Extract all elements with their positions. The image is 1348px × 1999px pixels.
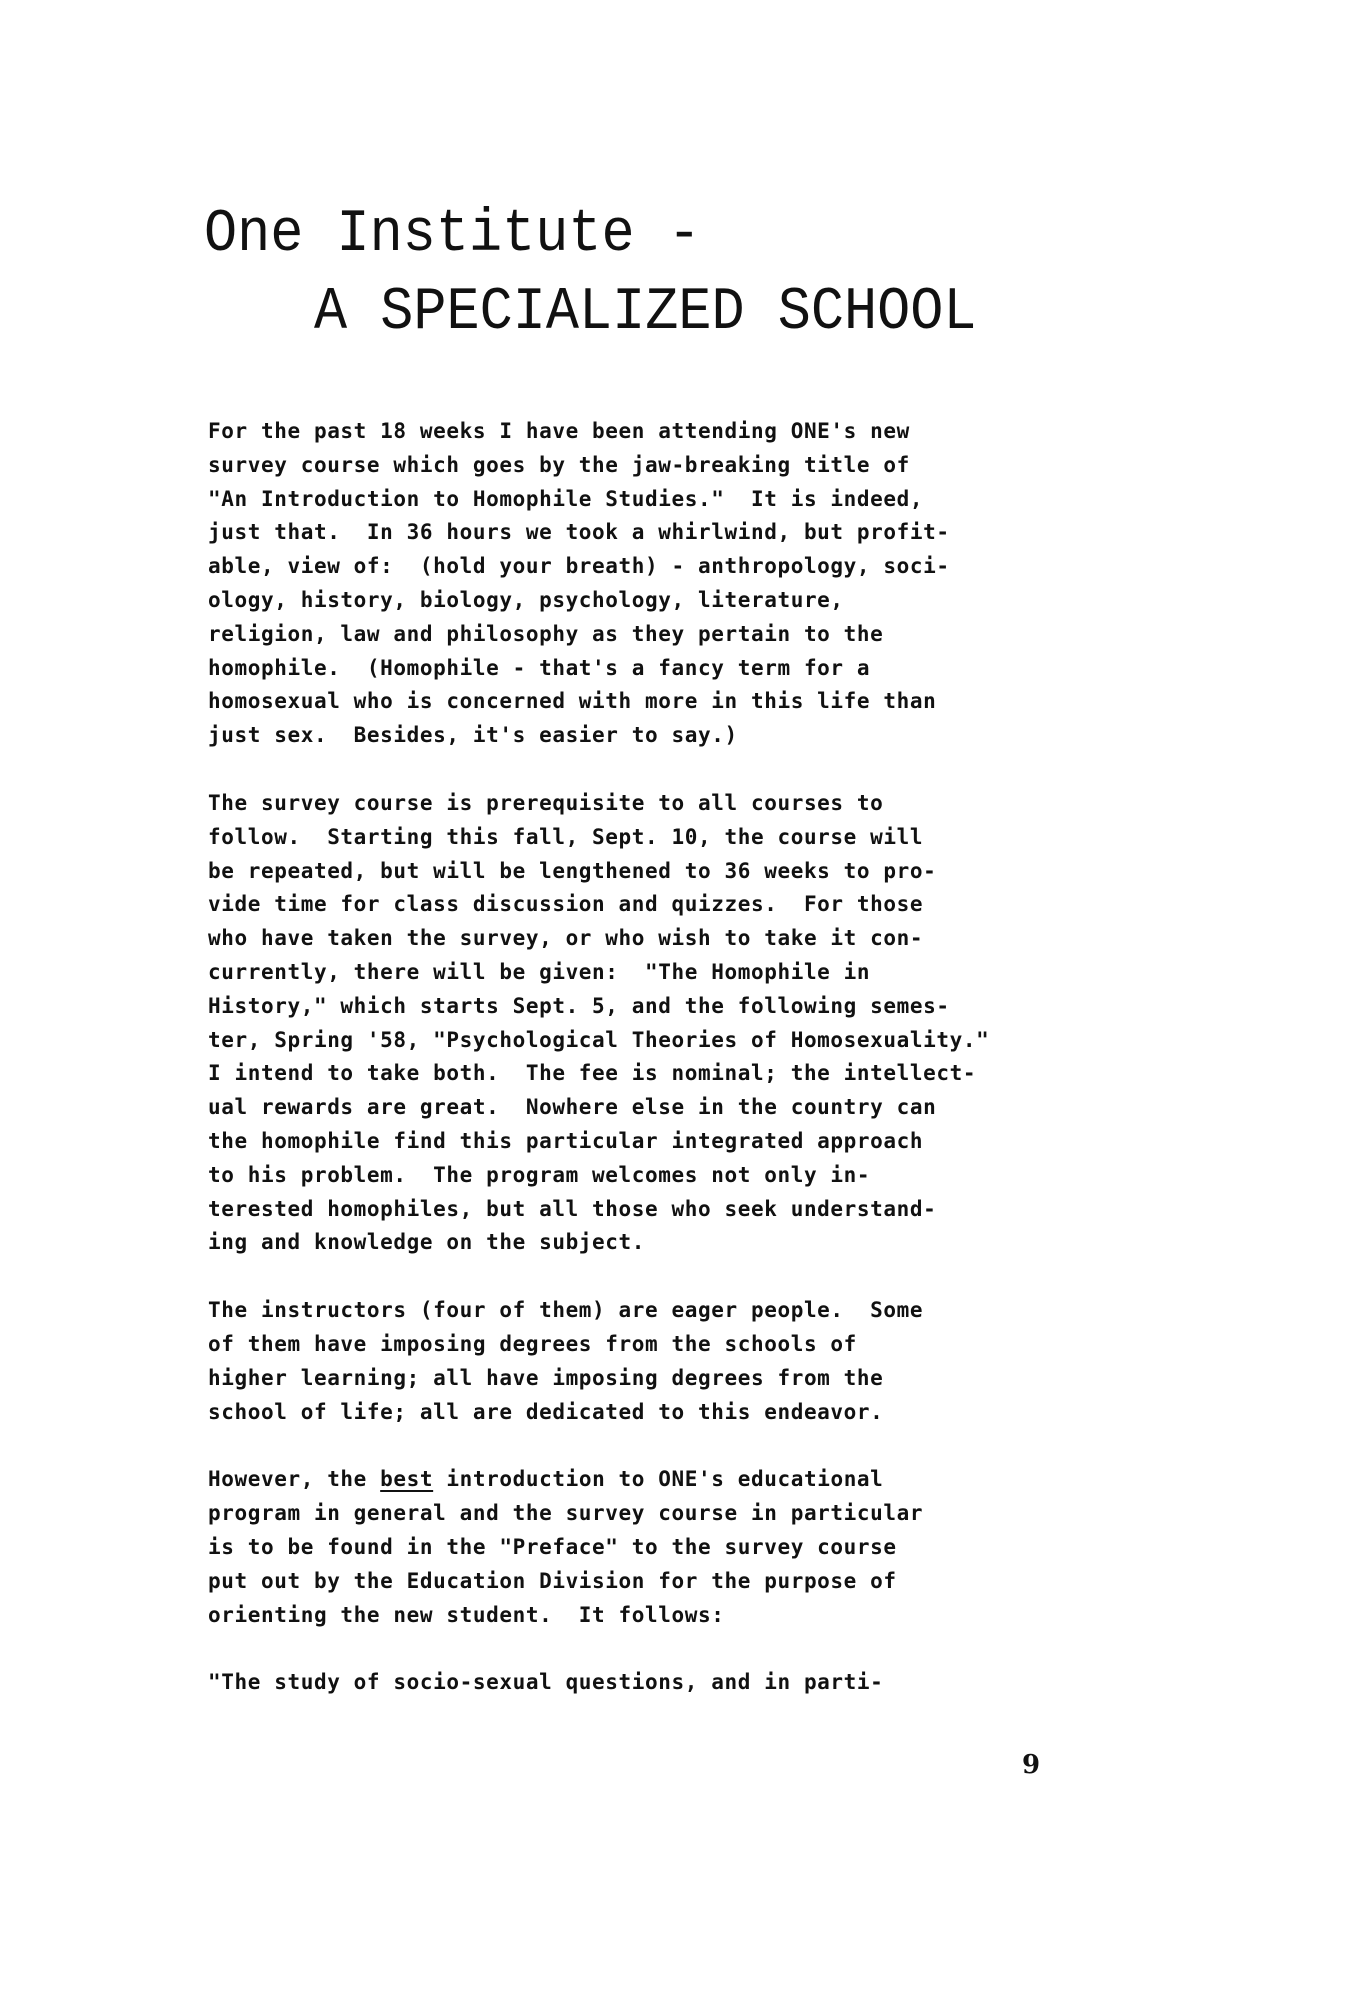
- text-line: [208, 1463, 1148, 1497]
- paragraph-5: [208, 1666, 1148, 1700]
- text-line: just that. In 36 hours we took a whirlwind, but profit-: [208, 520, 950, 545]
- title-line-1: One Institute -: [204, 201, 701, 269]
- text-segment: introduction to ONE's educational: [433, 1467, 884, 1492]
- text-line: For the past 18 weeks I have been attending ONE's new: [208, 419, 910, 443]
- text-line: higher learning; all have imposing degrees from the: [208, 1365, 884, 1390]
- title-line-2: A SPECIALIZED SCHOOL: [314, 279, 977, 347]
- paragraph-3: [208, 1294, 1148, 1429]
- text-line: ual rewards are great. Nowhere else in the country can: [208, 1095, 937, 1120]
- text-line: survey course which goes by the jaw-breaking title of: [208, 452, 910, 477]
- text-line: "An Introduction to Homophile Studies." It is indeed,: [208, 486, 924, 511]
- text-line: just sex. Besides, it's easier to say.): [208, 723, 738, 748]
- text-line: be repeated, but will be lengthened to 36 weeks to pro-: [208, 858, 937, 883]
- text-line: "The study of socio-sexual questions, and in parti-: [208, 1670, 884, 1695]
- text-line: terested homophiles, but all those who seek understand-: [208, 1196, 937, 1221]
- text-line: put out by the Education Division for the purpose of: [208, 1568, 897, 1593]
- article-title: [204, 201, 1034, 347]
- text-line: school of life; all are dedicated to this endeavor.: [208, 1399, 884, 1424]
- text-line: I intend to take both. The fee is nominal; the intellect-: [208, 1061, 977, 1086]
- text-line: ology, history, biology, psychology, literature,: [208, 587, 844, 612]
- paragraph-4: [208, 1463, 1148, 1632]
- text-line: ter, Spring '58, "Psychological Theories of Homosexuality.": [208, 1027, 990, 1052]
- page-number: 9: [1022, 1750, 1041, 1780]
- text-line: orienting the new student. It follows:: [208, 1602, 725, 1627]
- text-line: to his problem. The program welcomes not only in-: [208, 1162, 871, 1187]
- text-line: religion, law and philosophy as they pertain to the: [208, 621, 884, 646]
- text-line: program in general and the survey course in particular: [208, 1501, 924, 1526]
- article-body: [208, 415, 1148, 1734]
- paragraph-1: [208, 415, 1148, 753]
- text-line: is to be found in the "Preface" to the survey course: [208, 1534, 897, 1559]
- text-line: who have taken the survey, or who wish to take it con-: [208, 926, 924, 951]
- text-line: The survey course is prerequisite to all courses to: [208, 790, 884, 815]
- text-line: follow. Starting this fall, Sept. 10, the course will: [208, 824, 924, 849]
- text-line: able, view of: (hold your breath) - anthropology, soci-: [208, 554, 950, 579]
- text-segment: However, the: [208, 1467, 381, 1492]
- text-line: vide time for class discussion and quizzes. For those: [208, 892, 924, 917]
- paragraph-2: [208, 787, 1148, 1260]
- underlined-word: best: [380, 1467, 434, 1492]
- text-line: History," which starts Sept. 5, and the following semes-: [208, 993, 950, 1018]
- text-line: the homophile find this particular integrated approach: [208, 1128, 924, 1153]
- text-line: ing and knowledge on the subject.: [208, 1230, 646, 1255]
- text-line: of them have imposing degrees from the schools of: [208, 1331, 857, 1356]
- text-line: currently, there will be given: "The Homophile in: [208, 959, 871, 984]
- text-line: homosexual who is concerned with more in this life than: [208, 689, 937, 714]
- text-line: The instructors (four of them) are eager people. Some: [208, 1298, 924, 1323]
- text-line: homophile. (Homophile - that's a fancy term for a: [208, 655, 871, 680]
